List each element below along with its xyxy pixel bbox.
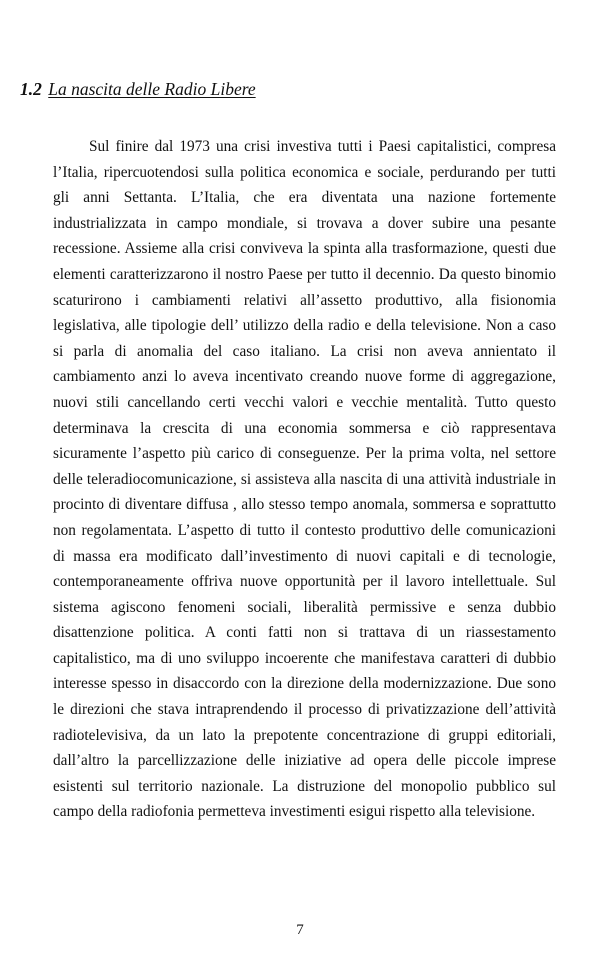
- paragraph-line: scaturirono i cambiamenti relativi all’assetto produttivo, alla fisionomia: [53, 291, 556, 309]
- paragraph-line: procinto di diventare diffusa , allo stesso tempo anomala, sommersa e soprattutto: [53, 496, 556, 514]
- paragraph-line: radiotelevisiva, da un lato la prepotente concentrazione di gruppi editoriali,: [53, 726, 556, 744]
- paragraph-line: legislativa, alle tipologie dell’ utilizzo della radio e della televisione. Non a caso: [53, 317, 556, 335]
- paragraph-line: determinava la crescita di una economia sommersa e ciò rappresentava: [53, 419, 556, 437]
- paragraph-line: disattenzione politica. A conti fatti non si trattava di un riassestamento: [53, 624, 556, 642]
- paragraph-line: esistenti sul territorio nazionale. La distruzione del monopolio pubblico sul: [53, 777, 556, 795]
- paragraph-line: Sul finire dal 1973 una crisi investiva tutti i Paesi capitalistici, compresa: [89, 138, 556, 155]
- paragraph-line: di massa era modificato dall’investimento di nuovi capitali e di tecnologie,: [53, 547, 556, 565]
- paragraph-line: l’Italia, ripercuotendosi sulla politica economica e sociale, perdurando per tutti: [53, 163, 556, 181]
- paragraph-line: contemporaneamente offriva nuove opportunità per il lavoro intellettuale. Sul: [53, 573, 556, 591]
- paragraph-line: elementi caratterizzarono il nostro Paese per tutto il decennio. Da questo binomio: [53, 265, 556, 283]
- paragraph-line: dall’altro la parcellizzazione delle iniziative ad opera delle piccole imprese: [53, 752, 556, 770]
- section-number: 1.2: [20, 79, 42, 99]
- paragraph-line: campo della radiofonia permetteva investimenti esigui rispetto alla televisione.: [53, 803, 536, 821]
- paragraph-line: capitalistico, ma di uno sviluppo incoerente che manifestava caratteri di dubbio: [53, 649, 556, 667]
- body-paragraph: [53, 134, 556, 825]
- paragraph-line: sicuramente l’aspetto più carico di conseguenze. Per la prima volta, nel settore: [53, 445, 556, 463]
- section-title: La nascita delle Radio Libere: [48, 79, 256, 99]
- paragraph-line: le direzioni che stava intraprendendo il processo di privatizzazione dell’attività: [53, 701, 556, 719]
- section-heading: [20, 78, 256, 100]
- paragraph-line: nuovi stili cancellando certi vecchi valori e vecchie mentalità. Tutto questo: [53, 393, 556, 411]
- paragraph-line: industrializzata in campo mondiale, si trovava a dover subire una pesante: [53, 214, 556, 232]
- paragraph-line: si parla di anomalia del caso italiano. La crisi non aveva annientato il: [53, 342, 556, 360]
- paragraph-line: recessione. Assieme alla crisi conviveva la spinta alla trasformazione, questi due: [53, 240, 556, 258]
- paragraph-line: gli anni Settanta. L’Italia, che era diventata una nazione fortemente: [53, 189, 556, 207]
- page-number: 7: [296, 922, 304, 938]
- paragraph-line: cambiamento anzi lo aveva incentivato creando nuove forme di aggregazione,: [53, 368, 556, 386]
- paragraph-line: interesse spesso in disaccordo con la direzione della modernizzazione. Due sono: [53, 675, 556, 693]
- paragraph-line: sistema agiscono fenomeni sociali, liberalità permissive e senza dubbio: [53, 598, 556, 616]
- paragraph-line: non regolamentata. L’aspetto di tutto il contesto produttivo delle comunicazioni: [53, 521, 556, 539]
- paragraph-line: delle teleradiocomunicazione, si assisteva alla nascita di una attività industriale in: [53, 470, 556, 488]
